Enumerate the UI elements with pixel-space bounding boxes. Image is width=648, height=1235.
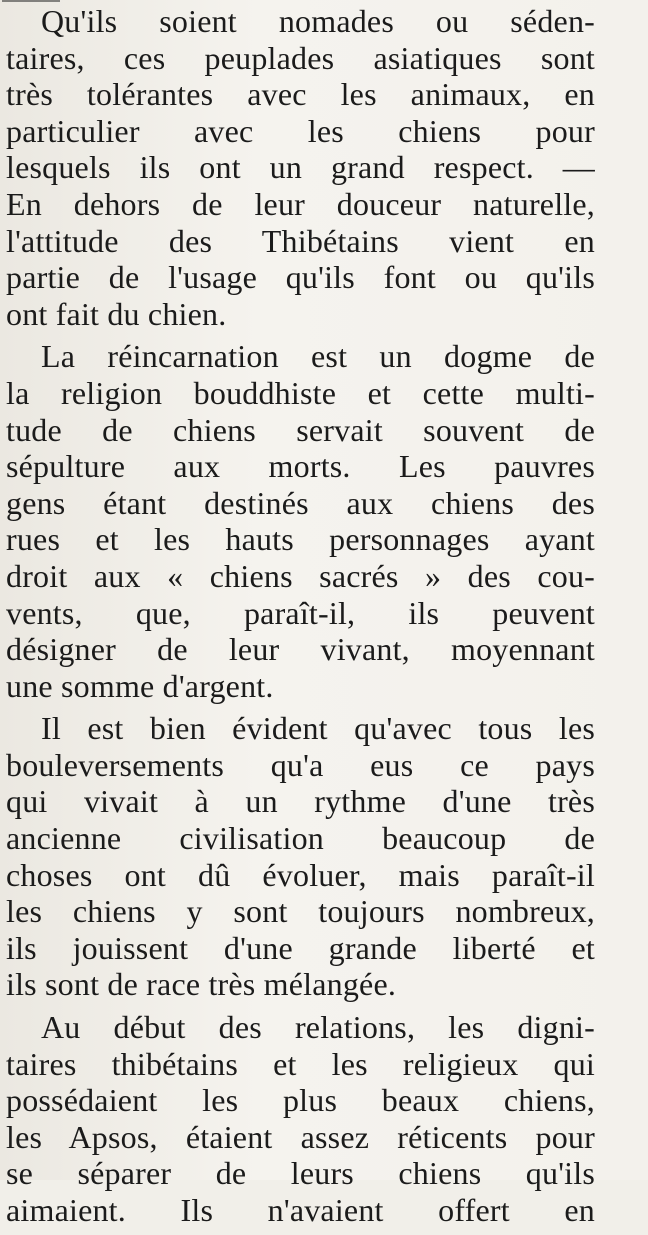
text-line: ancienne civilisation beaucoup de [6,820,595,857]
text-line: la religion bouddhiste et cette multi- [6,374,595,411]
paragraph-2 [6,338,595,704]
paragraph-4 [6,1009,595,1229]
text-line: une somme d'argent. [6,667,274,704]
text-line: vents, que, paraît-il, ils peuvent [6,594,595,631]
text-line: choses ont dû évoluer, mais paraît-il [6,856,595,893]
paragraph-3 [6,710,595,1003]
text-line: les Apsos, étaient assez réticents pour [6,1118,595,1155]
article-column [6,3,595,1235]
text-line: les chiens y sont toujours nombreux, [6,893,595,930]
text-line: sépulture aux morts. Les pauvres [6,448,595,485]
text-line: possédaient les plus beaux chiens, [6,1082,595,1119]
text-line: taires, ces peuplades asiatiques sont [6,39,595,76]
text-line: gens étant destinés aux chiens des [6,484,595,521]
text-line: La réincarnation est un dogme de [41,338,595,375]
text-line: tude de chiens servait souvent de [6,411,595,448]
text-line: droit aux « chiens sacrés » des cou- [6,557,595,594]
text-line: En dehors de leur douceur naturelle, [6,185,595,222]
text-line: aimaient. Ils n'avaient offert en [6,1192,595,1228]
text-line: taires thibétains et les religieux qui [6,1045,595,1082]
text-line: l'attitude des Thibétains vient en [6,222,595,259]
text-line: désigner de leur vivant, moyennant [6,631,595,668]
paragraph-1 [6,3,595,332]
text-line: bouleversements qu'a eus ce pays [6,746,595,783]
text-line: ont fait du chien. [6,295,227,332]
text-line: très tolérantes avec les animaux, en [6,76,595,113]
cropped-previous-line [0,0,80,2]
text-line: partie de l'usage qu'ils font ou qu'ils [6,259,595,296]
text-line: Il est bien évident qu'avec tous les [41,710,595,747]
text-line: Au début des relations, les digni- [41,1009,595,1046]
text-line: lesquels ils ont un grand respect. — [6,149,595,186]
text-line: ils sont de race très mélangée. [6,966,397,1003]
text-line: qui vivait à un rythme d'une très [6,783,595,820]
text-line: ils jouissent d'une grande liberté et [6,929,595,966]
text-line: Qu'ils soient nomades ou séden- [41,3,595,39]
text-line: se séparer de leurs chiens qu'ils [6,1155,595,1192]
text-line: rues et les hauts personnages ayant [6,521,595,558]
text-line: particulier avec les chiens pour [6,112,595,149]
